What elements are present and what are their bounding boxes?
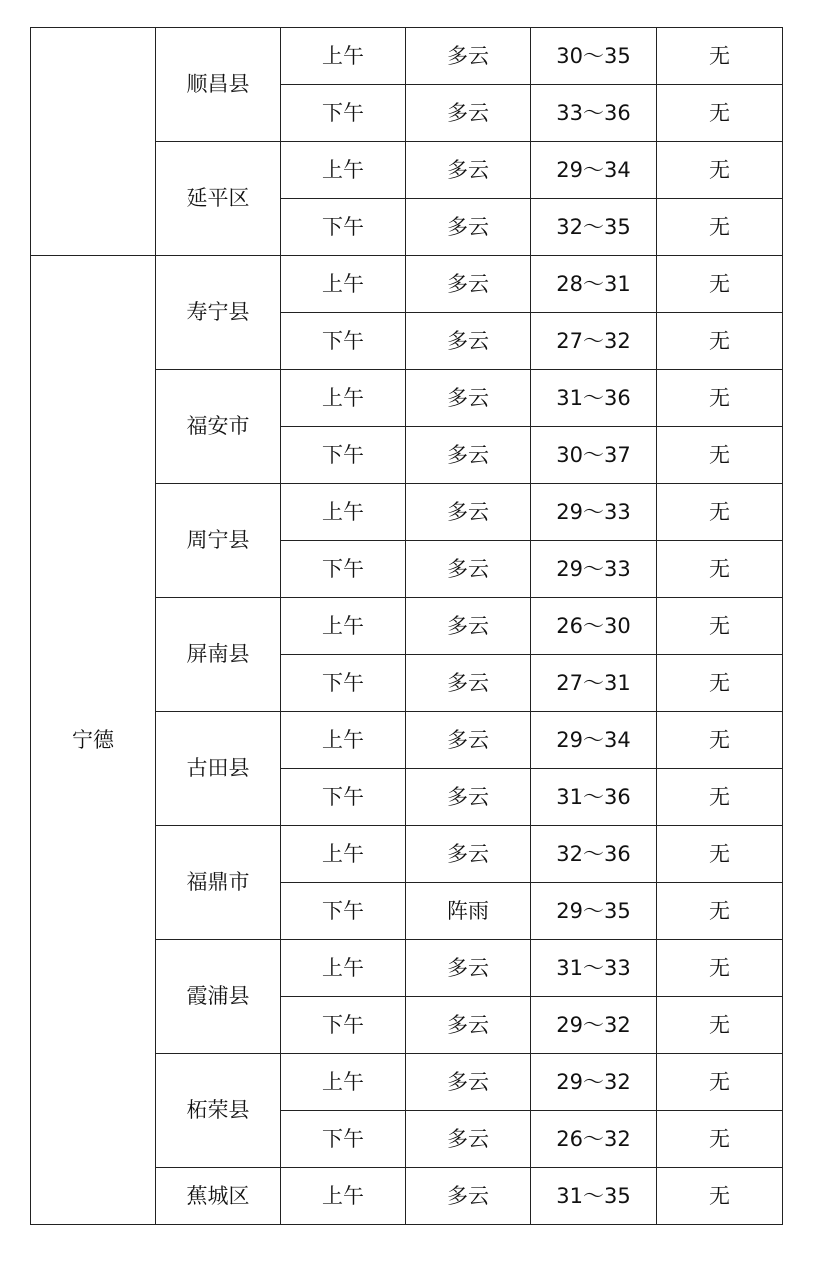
weather-cell: 多云 xyxy=(406,199,531,256)
warning-cell: 无 xyxy=(657,313,783,370)
period-cell: 上午 xyxy=(281,940,406,997)
table-row xyxy=(31,28,783,85)
temperature-cell: 30～35 xyxy=(531,28,657,85)
period-cell: 上午 xyxy=(281,256,406,313)
period-cell: 上午 xyxy=(281,370,406,427)
county-cell: 周宁县 xyxy=(156,484,281,598)
warning-cell: 无 xyxy=(657,712,783,769)
warning-cell: 无 xyxy=(657,1054,783,1111)
temperature-cell: 31～36 xyxy=(531,370,657,427)
weather-cell: 多云 xyxy=(406,598,531,655)
period-cell: 下午 xyxy=(281,1111,406,1168)
period-cell: 上午 xyxy=(281,712,406,769)
warning-cell: 无 xyxy=(657,883,783,940)
warning-cell: 无 xyxy=(657,199,783,256)
temperature-cell: 30～37 xyxy=(531,427,657,484)
county-cell: 寿宁县 xyxy=(156,256,281,370)
county-cell: 顺昌县 xyxy=(156,28,281,142)
warning-cell: 无 xyxy=(657,370,783,427)
temperature-cell: 31～36 xyxy=(531,769,657,826)
warning-cell: 无 xyxy=(657,85,783,142)
temperature-cell: 29～32 xyxy=(531,997,657,1054)
city-cell xyxy=(31,28,156,256)
period-cell: 上午 xyxy=(281,28,406,85)
period-cell: 上午 xyxy=(281,1054,406,1111)
table-row xyxy=(31,256,783,313)
warning-cell: 无 xyxy=(657,598,783,655)
weather-cell: 多云 xyxy=(406,313,531,370)
weather-cell: 多云 xyxy=(406,826,531,883)
weather-cell: 阵雨 xyxy=(406,883,531,940)
county-cell: 霞浦县 xyxy=(156,940,281,1054)
weather-cell: 多云 xyxy=(406,142,531,199)
temperature-cell: 29～33 xyxy=(531,541,657,598)
city-cell: 宁德 xyxy=(31,256,156,1225)
period-cell: 下午 xyxy=(281,427,406,484)
warning-cell: 无 xyxy=(657,1168,783,1225)
county-cell: 屏南县 xyxy=(156,598,281,712)
warning-cell: 无 xyxy=(657,997,783,1054)
temperature-cell: 26～30 xyxy=(531,598,657,655)
weather-forecast-table xyxy=(30,27,783,1225)
table-body xyxy=(31,28,783,1225)
weather-cell: 多云 xyxy=(406,1111,531,1168)
period-cell: 上午 xyxy=(281,1168,406,1225)
warning-cell: 无 xyxy=(657,541,783,598)
weather-cell: 多云 xyxy=(406,940,531,997)
weather-cell: 多云 xyxy=(406,1168,531,1225)
weather-cell: 多云 xyxy=(406,541,531,598)
period-cell: 上午 xyxy=(281,826,406,883)
temperature-cell: 31～35 xyxy=(531,1168,657,1225)
weather-cell: 多云 xyxy=(406,370,531,427)
temperature-cell: 29～34 xyxy=(531,712,657,769)
warning-cell: 无 xyxy=(657,940,783,997)
weather-cell: 多云 xyxy=(406,256,531,313)
period-cell: 下午 xyxy=(281,997,406,1054)
weather-cell: 多云 xyxy=(406,712,531,769)
temperature-cell: 29～35 xyxy=(531,883,657,940)
temperature-cell: 32～36 xyxy=(531,826,657,883)
county-cell: 蕉城区 xyxy=(156,1168,281,1225)
period-cell: 下午 xyxy=(281,85,406,142)
weather-cell: 多云 xyxy=(406,769,531,826)
temperature-cell: 33～36 xyxy=(531,85,657,142)
temperature-cell: 32～35 xyxy=(531,199,657,256)
temperature-cell: 28～31 xyxy=(531,256,657,313)
county-cell: 古田县 xyxy=(156,712,281,826)
warning-cell: 无 xyxy=(657,1111,783,1168)
warning-cell: 无 xyxy=(657,484,783,541)
temperature-cell: 29～34 xyxy=(531,142,657,199)
temperature-cell: 29～32 xyxy=(531,1054,657,1111)
period-cell: 下午 xyxy=(281,313,406,370)
weather-cell: 多云 xyxy=(406,997,531,1054)
warning-cell: 无 xyxy=(657,256,783,313)
weather-cell: 多云 xyxy=(406,1054,531,1111)
temperature-cell: 26～32 xyxy=(531,1111,657,1168)
county-cell: 福安市 xyxy=(156,370,281,484)
warning-cell: 无 xyxy=(657,28,783,85)
warning-cell: 无 xyxy=(657,142,783,199)
temperature-cell: 27～32 xyxy=(531,313,657,370)
period-cell: 上午 xyxy=(281,484,406,541)
warning-cell: 无 xyxy=(657,769,783,826)
weather-cell: 多云 xyxy=(406,427,531,484)
period-cell: 下午 xyxy=(281,769,406,826)
period-cell: 下午 xyxy=(281,883,406,940)
weather-cell: 多云 xyxy=(406,484,531,541)
period-cell: 下午 xyxy=(281,541,406,598)
county-cell: 延平区 xyxy=(156,142,281,256)
temperature-cell: 27～31 xyxy=(531,655,657,712)
period-cell: 下午 xyxy=(281,199,406,256)
temperature-cell: 29～33 xyxy=(531,484,657,541)
county-cell: 柘荣县 xyxy=(156,1054,281,1168)
weather-cell: 多云 xyxy=(406,28,531,85)
period-cell: 上午 xyxy=(281,142,406,199)
weather-cell: 多云 xyxy=(406,655,531,712)
period-cell: 下午 xyxy=(281,655,406,712)
weather-cell: 多云 xyxy=(406,85,531,142)
county-cell: 福鼎市 xyxy=(156,826,281,940)
temperature-cell: 31～33 xyxy=(531,940,657,997)
warning-cell: 无 xyxy=(657,427,783,484)
warning-cell: 无 xyxy=(657,826,783,883)
warning-cell: 无 xyxy=(657,655,783,712)
period-cell: 上午 xyxy=(281,598,406,655)
